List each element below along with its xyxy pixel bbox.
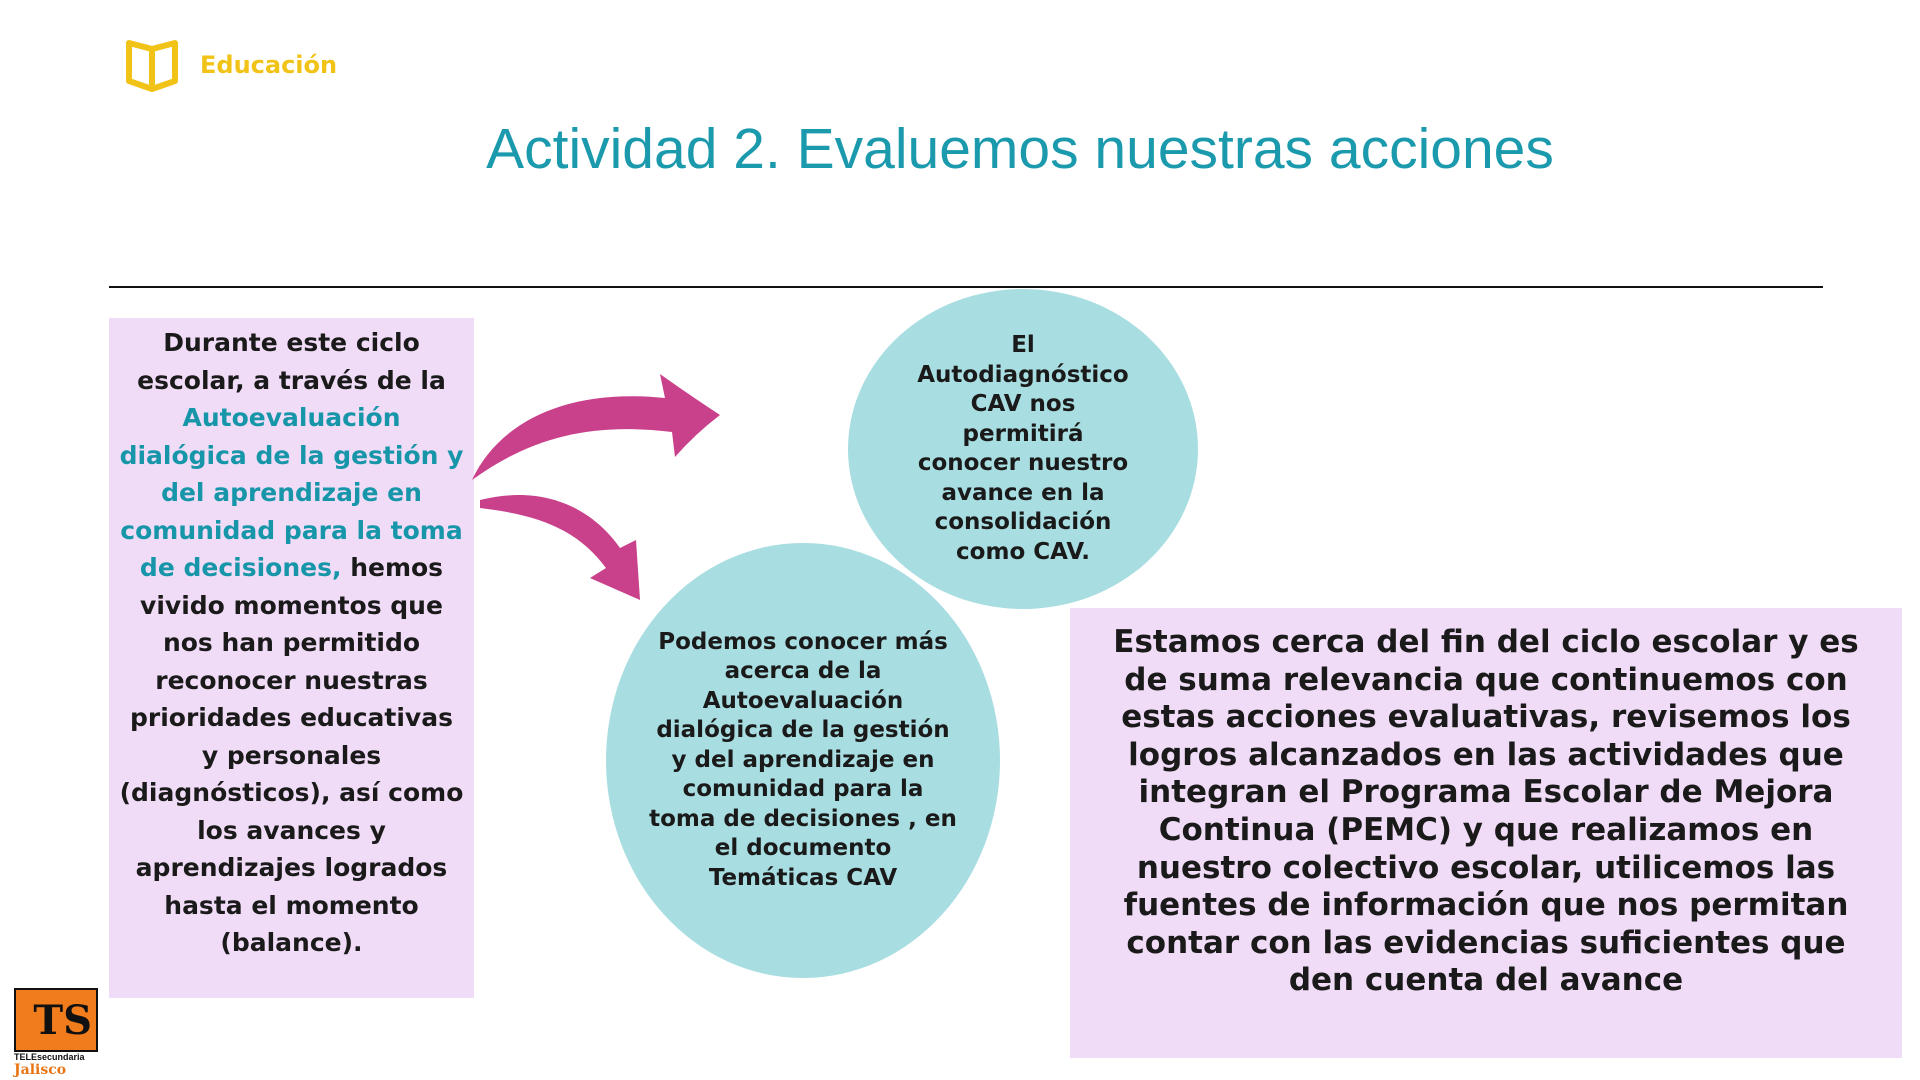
badge-letters: TS [14,988,98,1052]
pemc-text: Estamos cerca del fin del ciclo escolar y es de suma relevancia que continuemos con estas acciones evaluativas, revisemos los logros alcanzados en las actividades que integran el Programa Escolar de Mejora Continua (PEMC) y que realizamos en nuestro colectivo escolar, utilicemos las fuentes de información que nos permitan contar con las evidencias suficientes que den cuenta del avance [1113,624,1859,999]
intro-highlight: Autoevaluación dialógica de la gestión y del aprendizaje en comunidad para la toma de decisiones, [119,403,464,582]
tematicas-circle [606,543,1000,978]
autodiagnostico-circle [848,289,1198,609]
autodiagnostico-text: El Autodiagnóstico CAV nos permitirá conocer nuestro avance en la consolidación como CAV. [917,332,1129,565]
badge-line2: Jalisco [14,1062,67,1078]
educacion-logo [125,37,337,93]
intro-text-box [109,318,474,998]
logo-label: Educación [200,51,338,79]
intro-text-before: Durante este ciclo escolar, a través de la [137,328,446,395]
page-title: Actividad 2. Evaluemos nuestras acciones [486,117,1554,181]
open-book-icon [125,37,179,93]
tematicas-text: Podemos conocer más acerca de la Autoevaluación dialógica de la gestión y del aprendizaje en comunidad para la toma de decisiones , en el documento Temáticas CAV [649,628,957,891]
telesecundaria-badge [14,988,102,1078]
curved-arrow-icon-lower [480,495,640,600]
badge-line1: TELEsecundaria [14,1052,85,1062]
curved-arrow-icon-upper [472,374,720,480]
intro-text-after: hemos vivido momentos que nos han permitido reconocer nuestras prioridades educativas y personales (diagnósticos), así como los avances y aprendizajes logrados hasta el momento (balance). [119,553,464,957]
title-divider [109,286,1823,288]
curved-arrows [460,330,740,610]
pemc-text-box [1070,608,1902,1058]
